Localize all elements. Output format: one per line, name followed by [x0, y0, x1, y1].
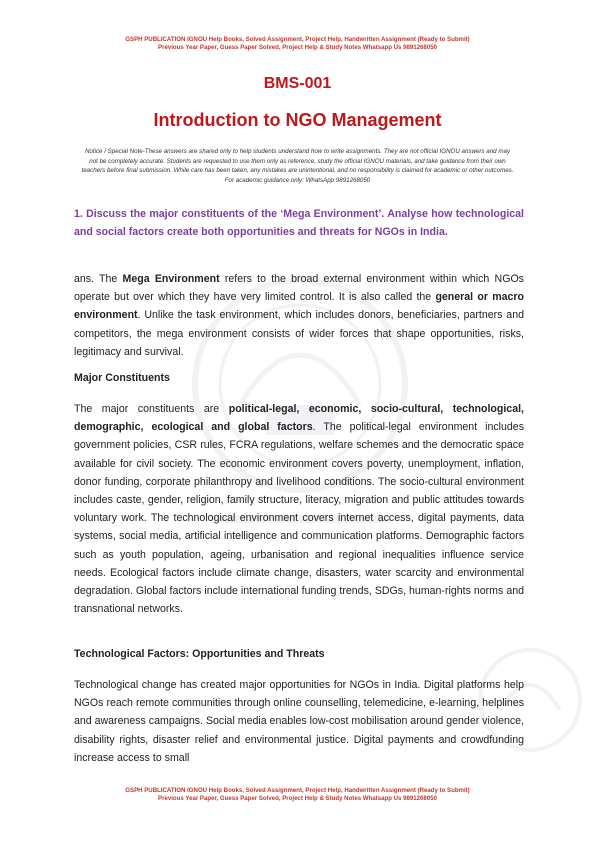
key-term: political-legal, economic, socio-cultural, technological, demographic, ecological and global factors	[74, 403, 524, 434]
header-line-2: Previous Year Paper, Guess Paper Solved, Project Help & Study Notes Whatsapp Us 9891268050	[158, 44, 437, 51]
key-term: Mega Environment	[122, 273, 220, 285]
course-code: BMS-001	[263, 75, 332, 92]
header-line-1: GSPH PUBLICATION IGNOU Help Books, Solved Assignment, Project Help, Handwritten Assignment (Ready to Submit)	[125, 36, 470, 43]
answer-text: refers to the broad external environment within which NGOs operate but over which they have very limited control. It is also called the	[74, 273, 524, 304]
answer-text: The major constituents are	[74, 403, 229, 415]
footer-line-1: GSPH PUBLICATION IGNOU Help Books, Solved Assignment, Project Help, Handwritten Assignment (Ready to Submit)	[125, 787, 470, 794]
answer-paragraph-1	[74, 270, 524, 361]
page-header	[0, 36, 595, 52]
key-term: general or macro environment	[74, 291, 524, 322]
disclaimer-notice: Notice / Special Note-These answers are shared only to help students understand how to write assignments. They are not official IGNOU answers and may not be completely accurate. Students are requested to use them only as reference, study the official IGNOU materials, and take guidance from their own teachers before final submission. While care has been taken, any mistakes are unintentional, and no responsibility is claimed for academic or other outcomes. For academic guidance only: WhatsApp 9891268050	[81, 148, 514, 184]
page-footer	[0, 787, 595, 803]
answer-text: ans. The	[74, 273, 123, 285]
section-heading-technological-factors: Technological Factors: Opportunities and Threats	[74, 648, 325, 660]
section-heading-major-constituents: Major Constituents	[74, 372, 170, 384]
answer-paragraph-3: Technological change has created major opportunities for NGOs in India. Digital platforms help NGOs reach remote communities through online counselling, telemedicine, e-learning, helplines and awareness campaigns. Social media enables low-cost mobilisation around gender violence, disability rights, disaster relief and environmental justice. Digital payments and crowdfunding increase access to small	[74, 679, 524, 764]
answer-paragraph-2	[74, 400, 524, 618]
answer-text: . Unlike the task environment, which includes donors, beneficiaries, partners and competitors, the mega environment consists of wider forces that shape opportunities, risks, legitimacy and survival.	[74, 309, 524, 358]
course-title: Introduction to NGO Management	[153, 110, 442, 130]
answer-text: . The political-legal environment includes government policies, CSR rules, FCRA regulations, welfare schemes and the democratic space available for civil society. The economic environment covers poverty, unemployment, inflation, donor funding, corporate philanthropy and livelihood conditions. The socio-cultural environment includes caste, gender, religion, family structure, literacy, migration and public attitudes towards voluntary work. The technological environment covers internet access, digital payments, data systems, social media, artificial intelligence and communication platforms. Demographic factors such as youth population, ageing, urbanisation and regional inequalities influence service needs. Ecological factors include climate change, disasters, water scarcity and environmental degradation. Global factors include international funding trends, SDGs, human-rights norms and transnational networks.	[74, 421, 524, 616]
footer-line-2: Previous Year Paper, Guess Paper Solved, Project Help & Study Notes Whatsapp Us 9891268050	[158, 795, 437, 802]
question-text: 1. Discuss the major constituents of the ‘Mega Environment’. Analyse how technological and social factors create both opportunities and threats for NGOs in India.	[74, 208, 524, 238]
